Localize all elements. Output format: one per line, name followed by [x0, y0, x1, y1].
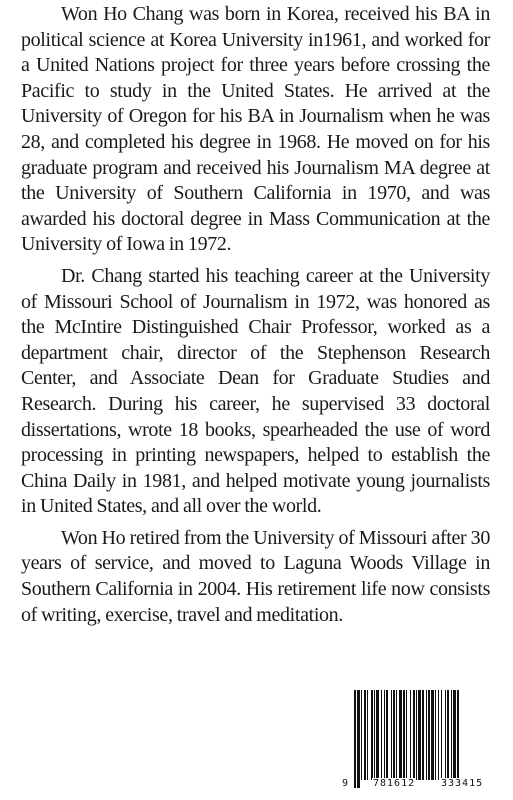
barcode-bar — [445, 690, 446, 780]
barcode-bar — [410, 690, 411, 780]
barcode-bar — [418, 690, 421, 780]
barcode-bar — [393, 690, 395, 780]
barcode-bar — [428, 690, 430, 780]
barcode-bar — [431, 690, 434, 780]
barcode-bar — [426, 690, 427, 780]
barcode-bar — [457, 690, 459, 788]
barcode-bar — [381, 690, 382, 780]
barcode-bar — [403, 690, 405, 780]
barcode-right-group: 333415 — [441, 778, 484, 789]
barcode-bar — [371, 690, 373, 780]
bio-paragraph-career: Dr. Chang started his teaching career at the University of Missouri School of Journalism in 1972, was honored as the McIntire Distinguished Chair Professor, worked as a department chair, director of the Stephenson Research Center, and Associate Dean for Graduate Studies and Research. During his career, he supervised 33 doctoral dissertations, wrote 18 books, spearheaded the use of word processing in printing newspapers, helped to establish the China Daily in 1981, and helped motivate young journalists in United States, and all over the world. — [21, 264, 490, 518]
barcode-bar — [451, 690, 452, 780]
barcode-bar — [416, 690, 417, 780]
barcode-bar — [441, 690, 442, 780]
barcode-bar — [367, 690, 368, 780]
barcode-bar — [376, 690, 379, 780]
barcode-bar — [399, 690, 402, 780]
barcode-bar — [413, 690, 415, 780]
barcode-bar — [396, 690, 397, 780]
barcode-bar — [361, 690, 362, 780]
barcode-bar — [435, 690, 436, 780]
barcode-bar — [364, 690, 366, 780]
barcode-bar — [357, 690, 360, 788]
biography-text — [21, 2, 490, 634]
barcode-bar — [453, 690, 456, 780]
barcode-bar — [447, 690, 449, 780]
barcode-left-group: 781612 — [373, 778, 416, 789]
barcode-lead-digit: 9 — [342, 778, 350, 789]
barcode-bar — [391, 690, 392, 780]
barcode-bar — [354, 690, 356, 788]
barcode-bar — [422, 690, 424, 780]
isbn-barcode — [340, 686, 508, 796]
barcode-bar — [384, 690, 385, 780]
barcode-bar — [438, 690, 439, 780]
barcode-digits — [340, 778, 508, 794]
barcode-bar — [406, 690, 407, 788]
barcode-bar — [374, 690, 375, 780]
barcode-bar — [386, 690, 388, 780]
bio-paragraph-birth-education: Won Ho Chang was born in Korea, received his BA in political science at Korea University in1961, and worked for a United Nations project for three years before crossing the Pacific to study in the United States. He arrived at the University of Oregon for his BA in Journalism when he was 28, and completed his degree in 1968. He moved on for his graduate program and received his Journalism MA degree at the University of Southern California in 1970, and was awarded his doctoral degree in Mass Communication at the University of Iowa in 1972. — [21, 3, 490, 256]
bio-paragraph-retirement: Won Ho retired from the University of Missouri after 30 years of service, and moved to Laguna Woods Village in Southern California in 2004. His retirement life now consists of writing, exercise, travel and meditation. — [21, 526, 490, 626]
